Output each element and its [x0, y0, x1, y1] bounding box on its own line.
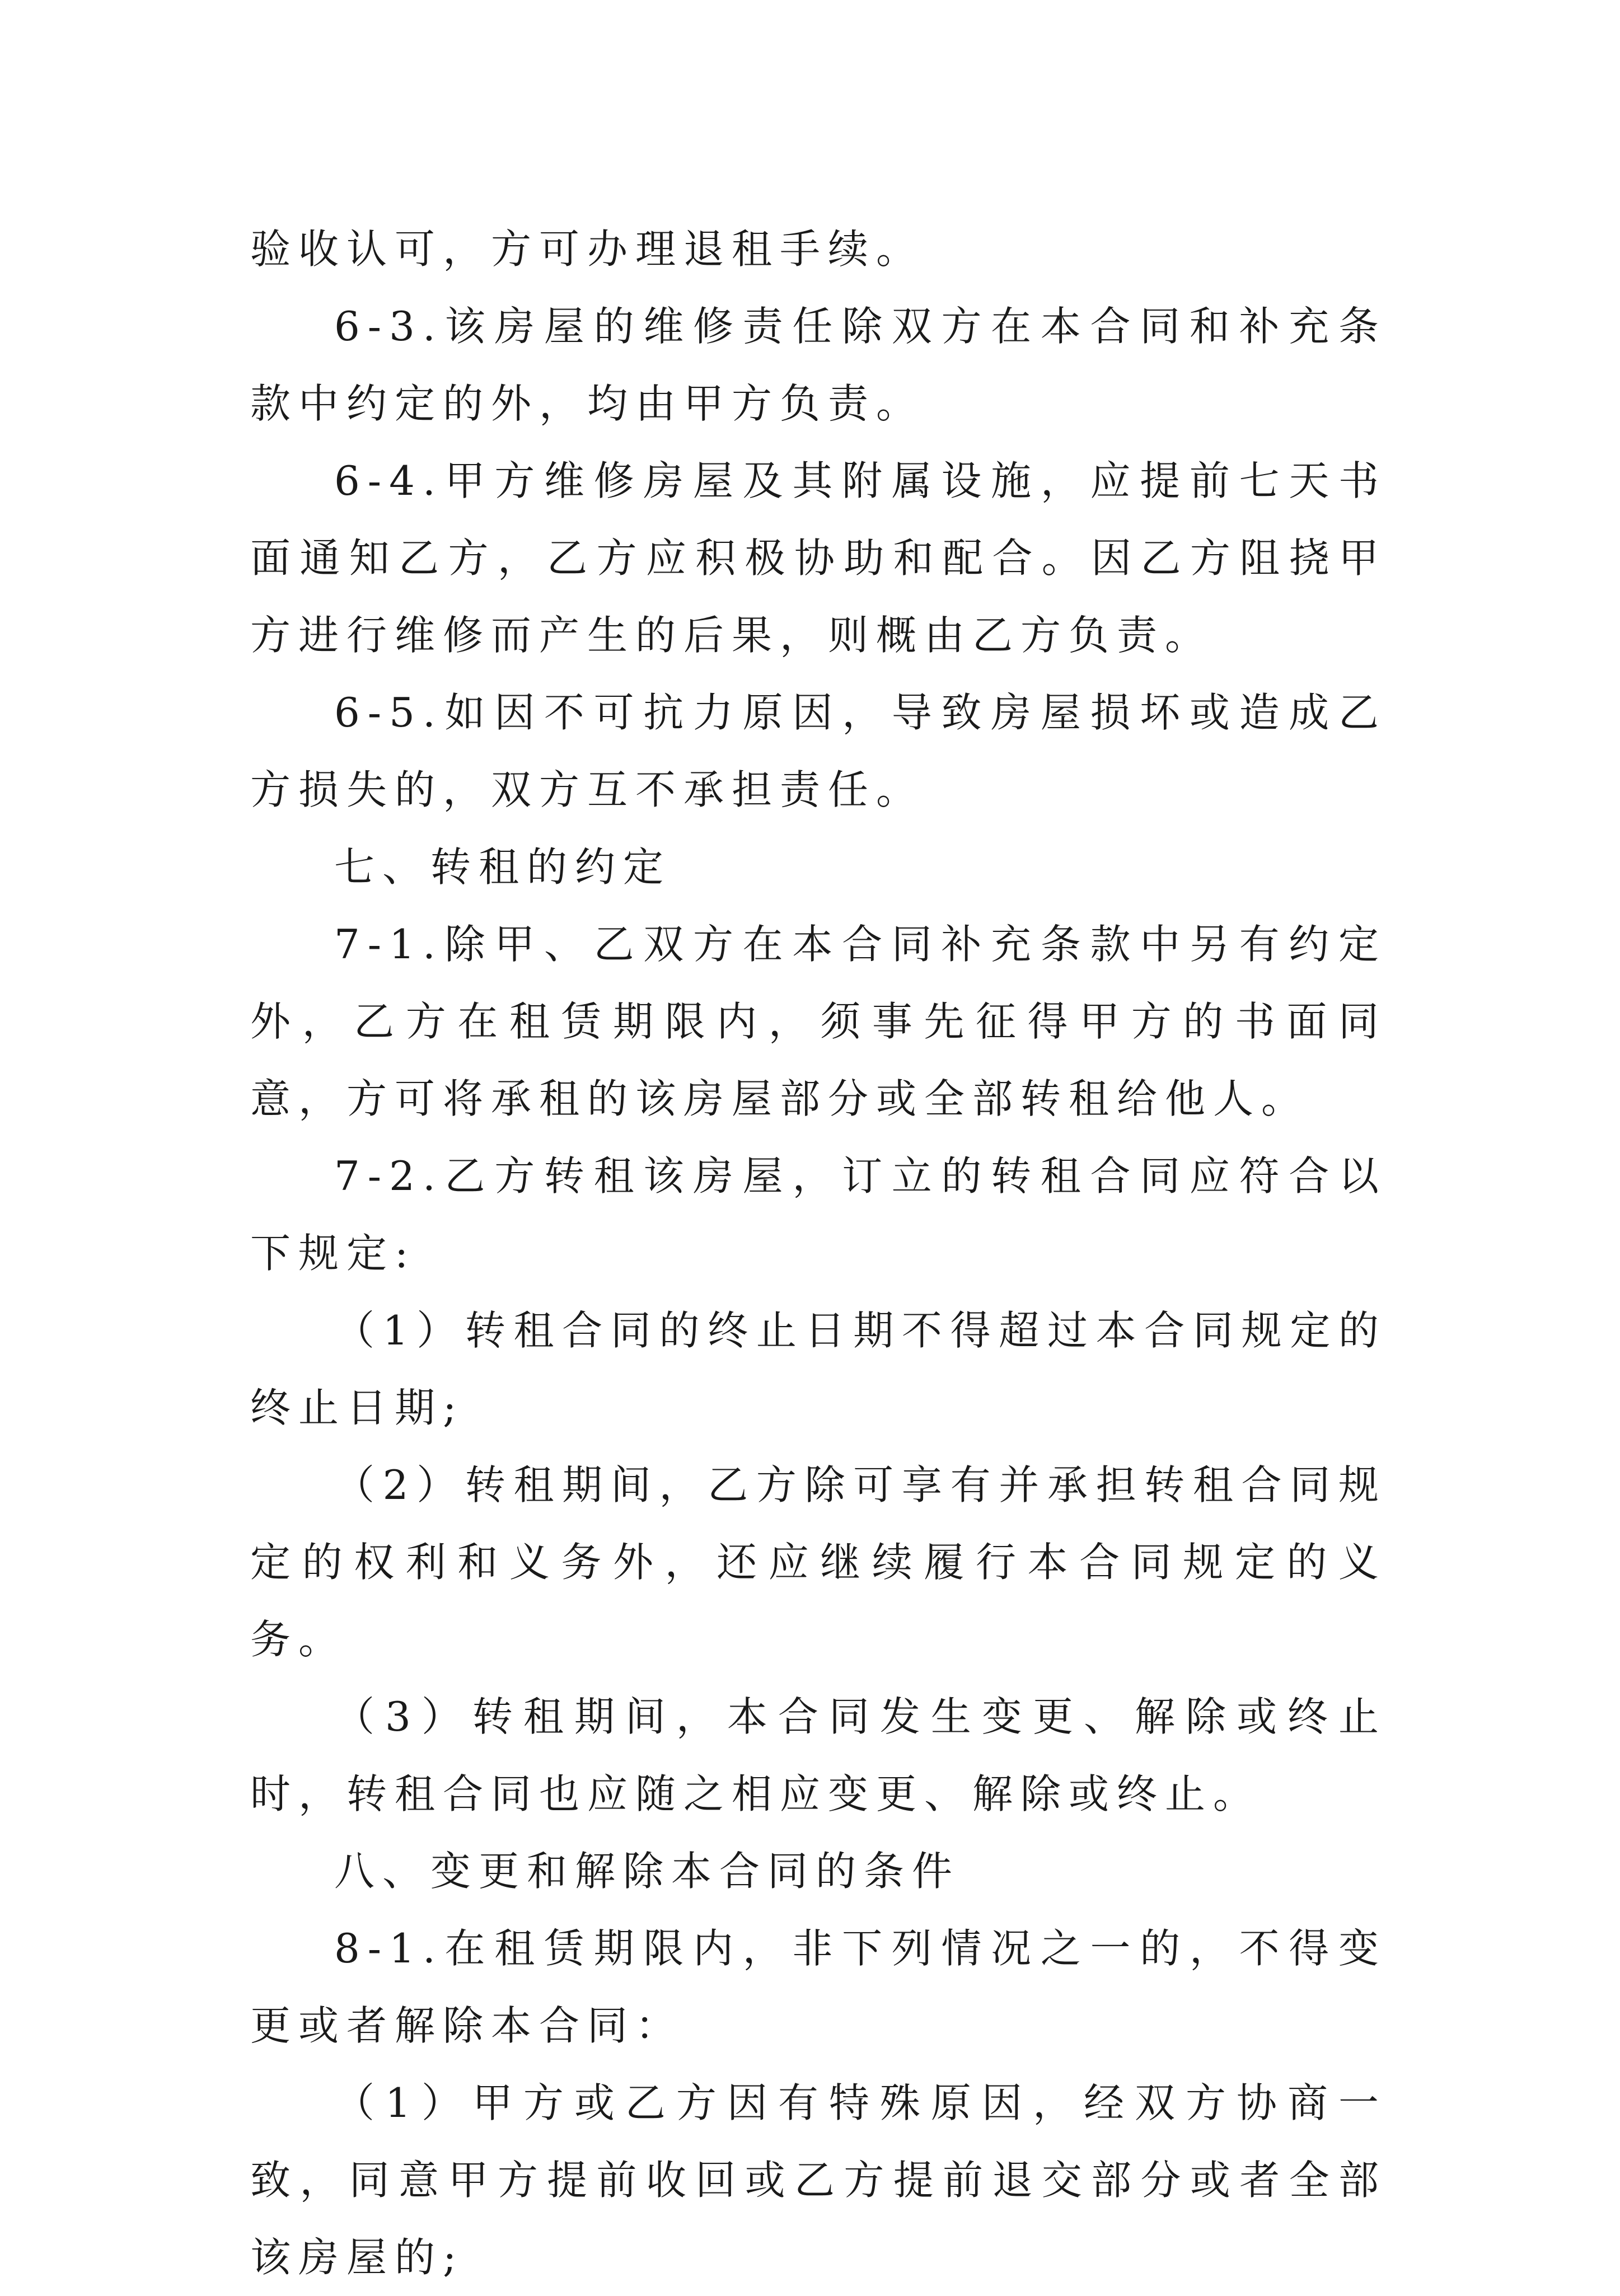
paragraph-7-2: 7-2.乙方转租该房屋，订立的转租合同应符合以下规定: [250, 1152, 1387, 1277]
paragraph-6-4: 6-4.甲方维修房屋及其附属设施，应提前七天书面通知乙方，乙方应积极协助和配合。因乙方阻挠甲方进行维修而产生的后果，则概由乙方负责。 [250, 457, 1387, 659]
paragraph-move-out-acceptance: 验收认可，方可办理退租手续。 [250, 226, 925, 273]
paragraph-6-3: 6-3.该房屋的维修责任除双方在本合同和补充条款中约定的外，均由甲方负责。 [250, 303, 1387, 427]
paragraph-7-2-item-1: （1）转租合同的终止日期不得超过本合同规定的终止日期; [250, 1307, 1387, 1431]
paragraph-6-5: 6-5.如因不可抗力原因，导致房屋损坏或造成乙方损失的，双方互不承担责任。 [250, 689, 1387, 813]
section-heading-termination: 八、变更和解除本合同的条件 [334, 1848, 961, 1895]
paragraph-7-2-item-2: （2）转租期间，乙方除可享有并承担转租合同规定的权利和义务外，还应继续履行本合同规定的义务。 [250, 1461, 1387, 1663]
paragraph-7-1: 7-1.除甲、乙双方在本合同补充条款中另有约定外，乙方在租赁期限内，须事先征得甲方的书面同意，方可将承租的该房屋部分或全部转租给他人。 [250, 921, 1387, 1122]
contract-body [250, 210, 1387, 2296]
section-heading-sublease: 七、转租的约定 [334, 844, 672, 891]
paragraph-7-2-item-3: （3）转租期间，本合同发生变更、解除或终止时，转租合同也应随之相应变更、解除或终止。 [250, 1693, 1387, 1817]
paragraph-8-1-item-1: （1）甲方或乙方因有特殊原因，经双方协商一致，同意甲方提前收回或乙方提前退交部分或者全部该房屋的; [250, 2079, 1387, 2281]
paragraph-8-1: 8-1.在租赁期限内，非下列情况之一的，不得变更或者解除本合同： [250, 1925, 1387, 2049]
